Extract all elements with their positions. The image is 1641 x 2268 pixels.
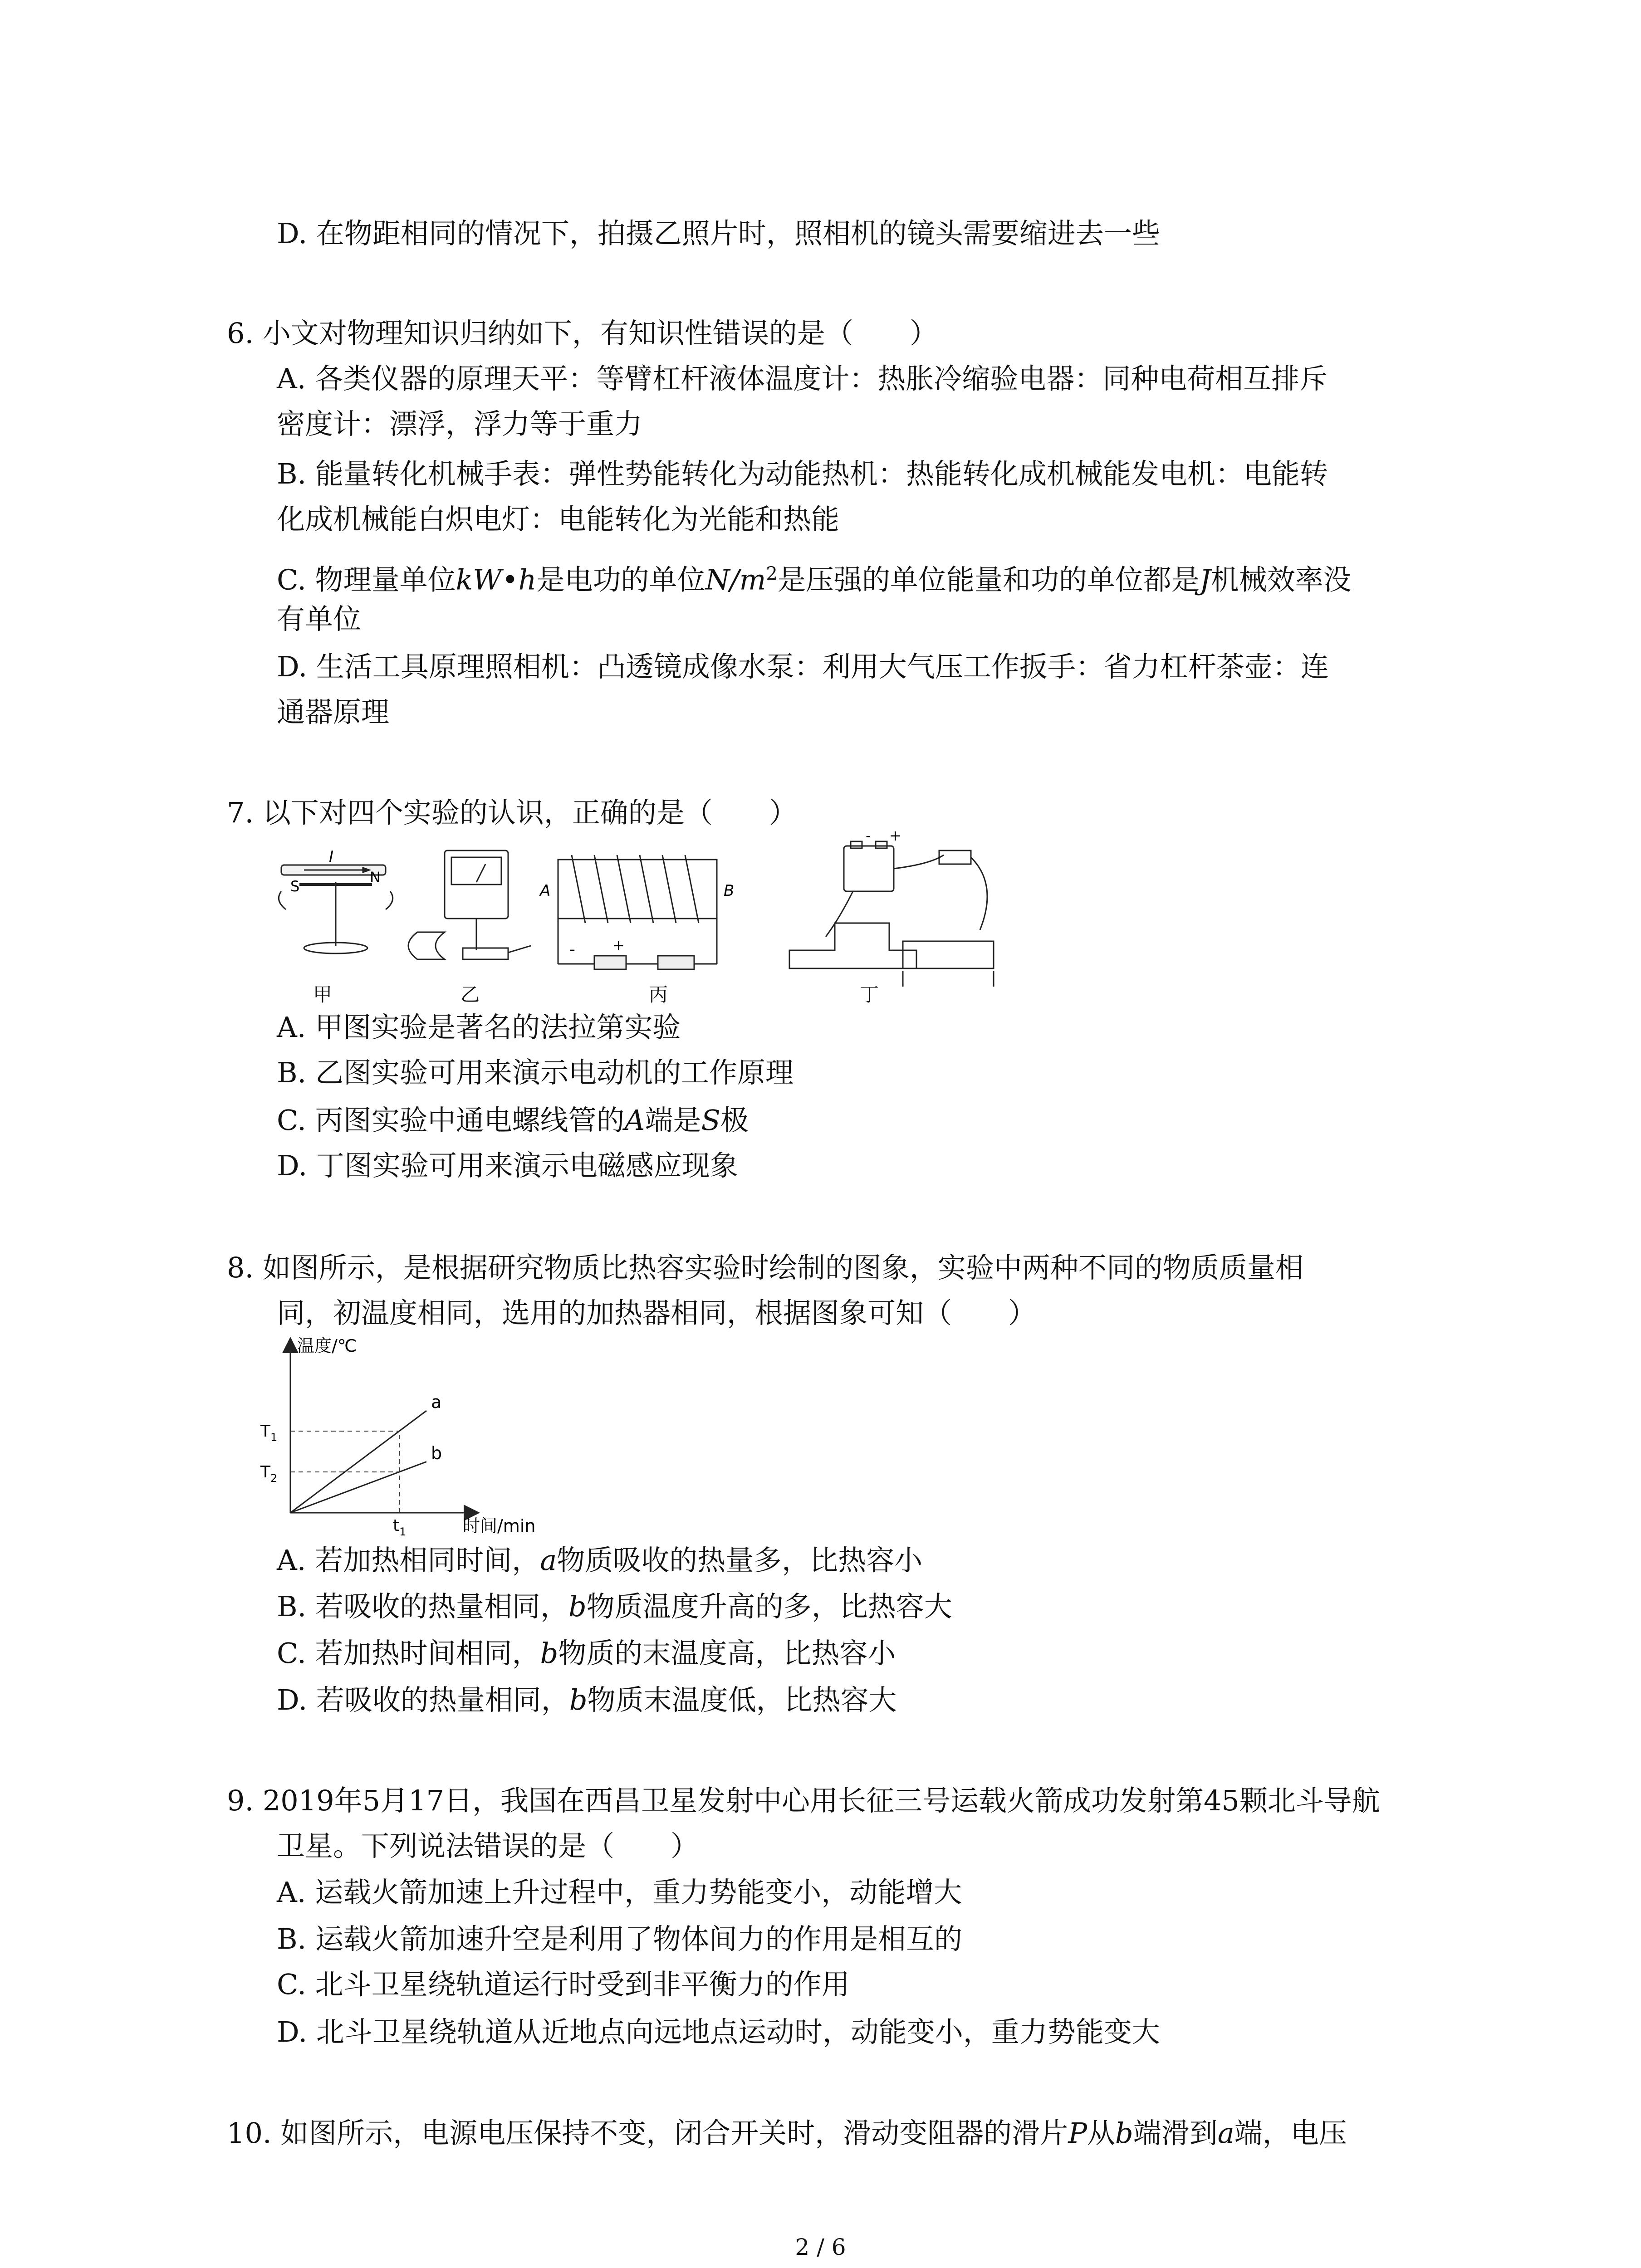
q6-option-b-line1: B. 能量转化机械手表：弹性势能转化为动能热机：热能转化成机械能发电机：电能转 xyxy=(277,457,1328,490)
q8-b-var: b xyxy=(568,1590,587,1623)
q6-c-text4: 机械效率没 xyxy=(1210,563,1352,596)
q7-option-c xyxy=(277,1102,749,1139)
q8-option-c xyxy=(277,1635,896,1672)
fig-bing-plus-label: + xyxy=(612,937,625,954)
q10-p: P xyxy=(1068,2116,1087,2150)
q7-option-a: A. 甲图实验是著名的法拉第实验 xyxy=(277,1011,681,1044)
fig-bing-minus-label: - xyxy=(569,940,575,959)
q9-option-d: D. 北斗卫星绕轨道从近地点向远地点运动时，动能变小，重力势能变大 xyxy=(277,2015,1160,2048)
q7-figures xyxy=(268,827,994,1009)
q8-d-text2: 物质末温度低，比热容大 xyxy=(587,1683,897,1716)
q6-c-text3: 是压强的单位能量和功的单位都是 xyxy=(777,563,1200,596)
q6-c-text2: 是电功的单位 xyxy=(536,563,705,596)
q9-stem-line1: 9. 2019年5月17日，我国在西昌卫星发射中心用长征三号运载火箭成功发射第45颗北斗导航 xyxy=(227,1784,1380,1817)
q8-stem-line2: 同，初温度相同，选用的加热器相同，根据图象可知（ ） xyxy=(277,1296,1037,1330)
q7-c-text2: 端是 xyxy=(645,1104,701,1137)
q9-option-c: C. 北斗卫星绕轨道运行时受到非平衡力的作用 xyxy=(277,1968,850,2001)
q8-stem-line1: 8. 如图所示，是根据研究物质比热容实验时绘制的图象，实验中两种不同的物质质量相 xyxy=(227,1251,1303,1284)
fig-jia-current-label: I xyxy=(329,848,334,866)
q10-a: a xyxy=(1217,2116,1234,2150)
q8-xtick-1: $t_1$ xyxy=(393,1516,407,1538)
q6-c-text1: C. 物理量单位 xyxy=(277,563,456,596)
fig-jia-s-label: S xyxy=(290,878,300,895)
q8-xlabel: 时间/min xyxy=(463,1516,536,1536)
q6-c-nm: N/m xyxy=(705,563,766,596)
q9-option-b: B. 运载火箭加速升空是利用了物体间力的作用是相互的 xyxy=(277,1922,962,1955)
q9-option-a: A. 运载火箭加速上升过程中，重力势能变小，动能增大 xyxy=(277,1876,962,1909)
q7-fig-label-yi: 乙 xyxy=(460,983,480,1006)
q7-option-d: D. 丁图实验可用来演示电磁感应现象 xyxy=(277,1149,738,1182)
q7-fig-label-ding: 丁 xyxy=(860,983,879,1006)
q7-c-text3: 极 xyxy=(720,1104,749,1137)
q8-series-label-a: a xyxy=(431,1392,442,1412)
q7-option-b: B. 乙图实验可用来演示电动机的工作原理 xyxy=(277,1056,794,1089)
q8-chart xyxy=(254,1336,581,1538)
q6-option-a-line1: A. 各类仪器的原理天平：等臂杠杆液体温度计：热胀冷缩验电器：同种电荷相互排斥 xyxy=(277,362,1328,395)
q6-option-d-line2: 通器原理 xyxy=(277,695,390,728)
q7-c-a: A xyxy=(624,1104,645,1137)
q9-stem-line2: 卫星。下列说法错误的是（ ） xyxy=(277,1829,699,1862)
fig-ding xyxy=(789,841,994,987)
q8-a-var: a xyxy=(540,1544,557,1577)
q6-stem: 6. 小文对物理知识归纳如下，有知识性错误的是（ ） xyxy=(227,317,938,350)
q8-option-a xyxy=(277,1542,922,1579)
q8-b-text2: 物质温度升高的多，比热容大 xyxy=(586,1590,952,1623)
q8-c-text2: 物质的末温度高，比热容小 xyxy=(558,1637,896,1670)
q5-option-d: D. 在物距相同的情况下，拍摄乙照片时，照相机的镜头需要缩进去一些 xyxy=(277,217,1160,250)
q8-d-text1: D. 若吸收的热量相同， xyxy=(277,1683,569,1716)
q10-text2: 从 xyxy=(1087,2116,1116,2150)
q6-option-a-line2: 密度计：漂浮，浮力等于重力 xyxy=(277,407,643,440)
q10-text3: 端滑到 xyxy=(1133,2116,1218,2150)
q10-b: b xyxy=(1115,2116,1133,2150)
q8-option-d xyxy=(277,1682,897,1718)
q6-option-c-line2: 有单位 xyxy=(277,602,362,635)
fig-bing-b-label: B xyxy=(724,882,735,900)
q8-series-line-a xyxy=(290,1411,426,1513)
q7-fig-label-bing: 丙 xyxy=(649,983,668,1006)
q8-c-text1: C. 若加热时间相同， xyxy=(277,1637,540,1670)
fig-jia-n-label: N xyxy=(370,869,381,886)
q8-ytick-2: $T_2$ xyxy=(260,1463,278,1485)
q10-text1: 10. 如图所示，电源电压保持不变，闭合开关时，滑动变阻器的滑片 xyxy=(227,2116,1068,2150)
q6-option-b-line2: 化成机械能白炽电灯：电能转化为光能和热能 xyxy=(277,503,840,536)
q7-c-text1: C. 丙图实验中通电螺线管的 xyxy=(277,1104,625,1137)
q8-ytick-1: $T_1$ xyxy=(260,1422,278,1444)
q6-c-sq: 2 xyxy=(766,563,778,584)
fig-yi xyxy=(408,850,531,959)
q7-c-s: S xyxy=(701,1104,720,1137)
q10-text4: 端，电压 xyxy=(1234,2116,1347,2150)
q8-ylabel: 温度/℃ xyxy=(297,1336,357,1356)
q8-a-text2: 物质吸收的热量多，比热容小 xyxy=(557,1544,923,1577)
q8-d-var: b xyxy=(569,1683,588,1716)
q6-c-j: J xyxy=(1199,563,1211,596)
q6-c-kwh: kW•h xyxy=(456,563,537,596)
fig-bing xyxy=(558,855,717,969)
q8-c-var: b xyxy=(540,1637,558,1670)
q7-stem: 7. 以下对四个实验的认识，正确的是（ ） xyxy=(227,796,797,829)
q10-stem xyxy=(227,2115,1347,2151)
q8-a-text1: A. 若加热相同时间， xyxy=(277,1544,540,1577)
q8-b-text1: B. 若吸收的热量相同， xyxy=(277,1590,568,1623)
q7-fig-label-jia: 甲 xyxy=(313,983,333,1006)
fig-ding-minus-label: - xyxy=(866,827,871,844)
q8-series-label-b: b xyxy=(431,1443,442,1463)
q6-option-c-line1 xyxy=(277,556,1352,598)
page-number: 2 / 6 xyxy=(795,2234,846,2260)
fig-ding-plus-label: + xyxy=(889,827,901,844)
q6-option-d-line1: D. 生活工具原理照相机：凸透镜成像水泵：利用大气压工作扳手：省力杠杆茶壶：连 xyxy=(277,650,1329,683)
q8-option-b xyxy=(277,1589,952,1625)
q8-series-line-b xyxy=(290,1462,426,1513)
fig-bing-a-label: A xyxy=(540,882,551,900)
